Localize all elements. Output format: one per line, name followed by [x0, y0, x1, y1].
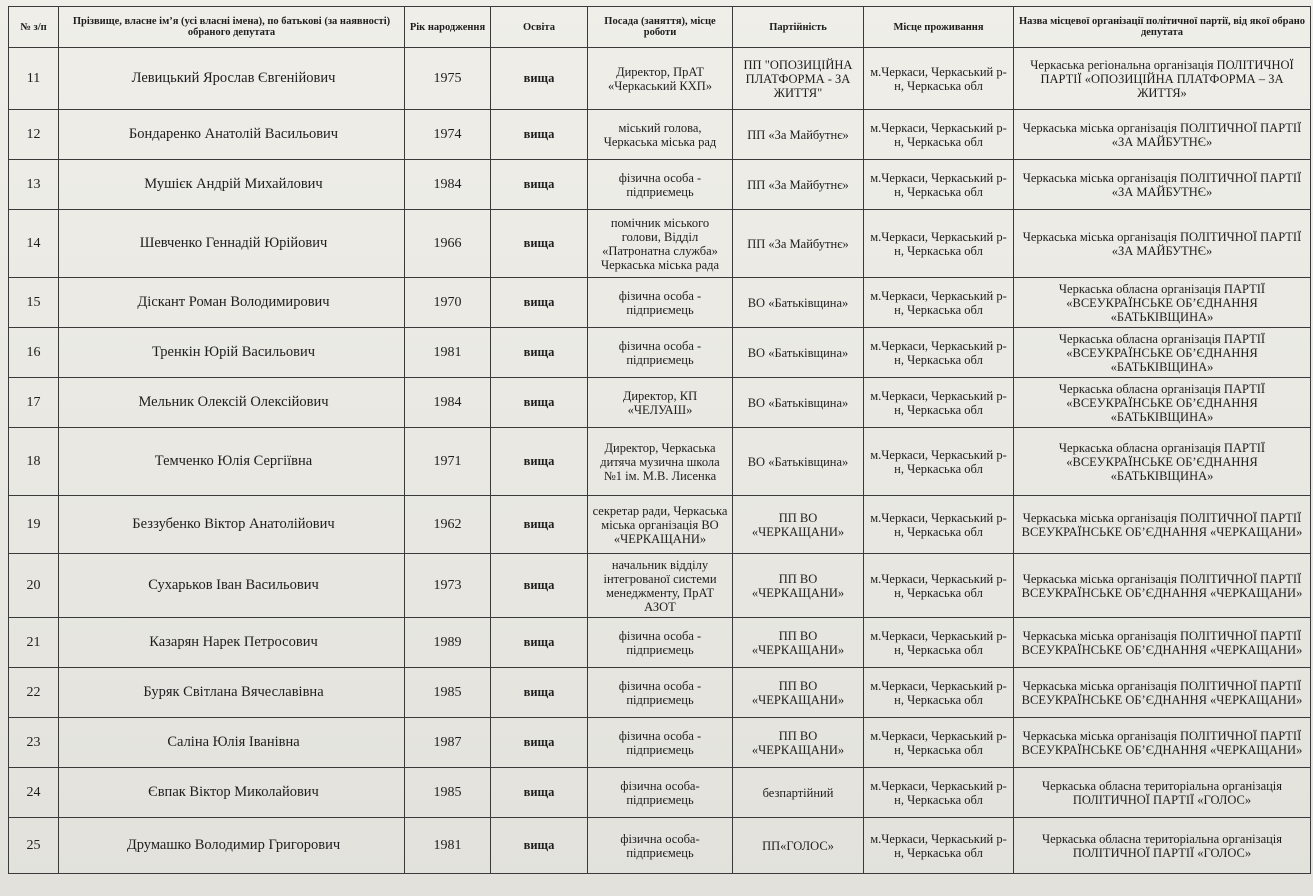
birth-year-cell: 1966 — [405, 210, 491, 278]
party-organization-cell: Черкаська міська організація ПОЛІТИЧНОЇ ПАРТІЇ ВСЕУКРАЇНСЬКЕ ОБ’ЄДНАННЯ «ЧЕРКАЩАНИ» — [1014, 554, 1311, 618]
residence-cell: м.Черкаси, Черкаський р-н, Черкаська обл — [864, 160, 1014, 210]
party-organization-cell: Черкаська обласна організація ПАРТІЇ «ВСЕУКРАЇНСЬКЕ ОБ’ЄДНАННЯ «БАТЬКІВЩИНА» — [1014, 328, 1311, 378]
row-num-cell: 24 — [9, 768, 59, 818]
party-cell: ПП «За Майбутнє» — [733, 110, 864, 160]
party-cell: ВО «Батьківщина» — [733, 278, 864, 328]
party-cell: ПП «За Майбутнє» — [733, 160, 864, 210]
residence-cell: м.Черкаси, Черкаський р-н, Черкаська обл — [864, 768, 1014, 818]
deputy-name-cell: Сухарьков Іван Васильович — [59, 554, 405, 618]
deputy-name-cell: Мушієк Андрій Михайлович — [59, 160, 405, 210]
party-organization-cell: Черкаська міська організація ПОЛІТИЧНОЇ ПАРТІЇ ВСЕУКРАЇНСЬКЕ ОБ’ЄДНАННЯ «ЧЕРКАЩАНИ» — [1014, 496, 1311, 554]
birth-year-cell: 1984 — [405, 378, 491, 428]
header-year: Рік народження — [405, 7, 491, 48]
education-cell: вища — [491, 378, 588, 428]
header-num: № з/п — [9, 7, 59, 48]
party-organization-cell: Черкаська міська організація ПОЛІТИЧНОЇ ПАРТІЇ ВСЕУКРАЇНСЬКЕ ОБ’ЄДНАННЯ «ЧЕРКАЩАНИ» — [1014, 668, 1311, 718]
table-row — [9, 110, 1311, 160]
row-num-cell: 16 — [9, 328, 59, 378]
party-organization-cell: Черкаська обласна територіальна організація ПОЛІТИЧНОЇ ПАРТІЇ «ГОЛОС» — [1014, 768, 1311, 818]
position-cell: фізична особа - підприємець — [588, 618, 733, 668]
birth-year-cell: 1985 — [405, 668, 491, 718]
row-num-cell: 14 — [9, 210, 59, 278]
header-organization: Назва місцевої організації політичної партії, від якої обрано депутата — [1014, 7, 1311, 48]
table-row — [9, 328, 1311, 378]
table-row — [9, 48, 1311, 110]
party-cell: ПП «За Майбутнє» — [733, 210, 864, 278]
birth-year-cell: 1973 — [405, 554, 491, 618]
birth-year-cell: 1987 — [405, 718, 491, 768]
party-cell: ВО «Батьківщина» — [733, 328, 864, 378]
position-cell: Директор, КП «ЧЕЛУАШ» — [588, 378, 733, 428]
education-cell: вища — [491, 618, 588, 668]
party-cell: ВО «Батьківщина» — [733, 378, 864, 428]
residence-cell: м.Черкаси, Черкаський р-н, Черкаська обл — [864, 618, 1014, 668]
row-num-cell: 20 — [9, 554, 59, 618]
deputy-name-cell: Левицький Ярослав Євгенійович — [59, 48, 405, 110]
education-cell: вища — [491, 48, 588, 110]
table-row — [9, 160, 1311, 210]
deputy-name-cell: Друмашко Володимир Григорович — [59, 818, 405, 874]
education-cell: вища — [491, 718, 588, 768]
party-organization-cell: Черкаська міська організація ПОЛІТИЧНОЇ ПАРТІЇ ВСЕУКРАЇНСЬКЕ ОБ’ЄДНАННЯ «ЧЕРКАЩАНИ» — [1014, 618, 1311, 668]
party-organization-cell: Черкаська обласна організація ПАРТІЇ «ВСЕУКРАЇНСЬКЕ ОБ’ЄДНАННЯ «БАТЬКІВЩИНА» — [1014, 378, 1311, 428]
table-row — [9, 554, 1311, 618]
party-organization-cell: Черкаська міська організація ПОЛІТИЧНОЇ ПАРТІЇ «ЗА МАЙБУТНЄ» — [1014, 160, 1311, 210]
position-cell: фізична особа - підприємець — [588, 278, 733, 328]
party-cell: ПП "ОПОЗИЦІЙНА ПЛАТФОРМА - ЗА ЖИТТЯ" — [733, 48, 864, 110]
table-row — [9, 818, 1311, 874]
residence-cell: м.Черкаси, Черкаський р-н, Черкаська обл — [864, 48, 1014, 110]
birth-year-cell: 1962 — [405, 496, 491, 554]
birth-year-cell: 1984 — [405, 160, 491, 210]
party-cell: ПП«ГОЛОС» — [733, 818, 864, 874]
position-cell: секретар ради, Черкаська міська організація ВО «ЧЕРКАЩАНИ» — [588, 496, 733, 554]
education-cell: вища — [491, 328, 588, 378]
birth-year-cell: 1981 — [405, 818, 491, 874]
residence-cell: м.Черкаси, Черкаський р-н, Черкаська обл — [864, 378, 1014, 428]
position-cell: фізична особа- підприємець — [588, 768, 733, 818]
party-cell: ПП ВО «ЧЕРКАЩАНИ» — [733, 554, 864, 618]
deputy-name-cell: Мельник Олексій Олексійович — [59, 378, 405, 428]
row-num-cell: 18 — [9, 428, 59, 496]
residence-cell: м.Черкаси, Черкаський р-н, Черкаська обл — [864, 554, 1014, 618]
deputy-name-cell: Діскант Роман Володимирович — [59, 278, 405, 328]
education-cell: вища — [491, 210, 588, 278]
position-cell: помічник міського голови, Відділ «Патронатна служба» Черкаська міська рада — [588, 210, 733, 278]
party-organization-cell: Черкаська міська організація ПОЛІТИЧНОЇ ПАРТІЇ «ЗА МАЙБУТНЄ» — [1014, 210, 1311, 278]
party-cell: безпартійний — [733, 768, 864, 818]
table-row — [9, 428, 1311, 496]
education-cell: вища — [491, 496, 588, 554]
education-cell: вища — [491, 278, 588, 328]
table-row — [9, 718, 1311, 768]
party-organization-cell: Черкаська регіональна організація ПОЛІТИЧНОЇ ПАРТІЇ «ОПОЗИЦІЙНА ПЛАТФОРМА – ЗА ЖИТТЯ» — [1014, 48, 1311, 110]
row-num-cell: 11 — [9, 48, 59, 110]
deputy-name-cell: Бондаренко Анатолій Васильович — [59, 110, 405, 160]
position-cell: Директор, ПрАТ «Черкаський КХП» — [588, 48, 733, 110]
row-num-cell: 12 — [9, 110, 59, 160]
position-cell: начальник відділу інтегрованої системи менеджменту, ПрАТ АЗОТ — [588, 554, 733, 618]
deputy-name-cell: Беззубенко Віктор Анатолійович — [59, 496, 405, 554]
table-row — [9, 496, 1311, 554]
education-cell: вища — [491, 110, 588, 160]
deputy-name-cell: Євпак Віктор Миколайович — [59, 768, 405, 818]
residence-cell: м.Черкаси, Черкаський р-н, Черкаська обл — [864, 496, 1014, 554]
party-cell: ВО «Батьківщина» — [733, 428, 864, 496]
deputy-name-cell: Темченко Юлія Сергіївна — [59, 428, 405, 496]
row-num-cell: 21 — [9, 618, 59, 668]
party-organization-cell: Черкаська обласна організація ПАРТІЇ «ВСЕУКРАЇНСЬКЕ ОБ’ЄДНАННЯ «БАТЬКІВЩИНА» — [1014, 428, 1311, 496]
row-num-cell: 23 — [9, 718, 59, 768]
deputies-table — [8, 6, 1311, 874]
header-name: Прізвище, власне ім’я (усі власні імена), по батькові (за наявності) обраного депутата — [59, 7, 405, 48]
residence-cell: м.Черкаси, Черкаський р-н, Черкаська обл — [864, 818, 1014, 874]
table-row — [9, 378, 1311, 428]
birth-year-cell: 1981 — [405, 328, 491, 378]
deputy-name-cell: Саліна Юлія Іванівна — [59, 718, 405, 768]
position-cell: фізична особа- підприємець — [588, 818, 733, 874]
position-cell: фізична особа - підприємець — [588, 328, 733, 378]
party-cell: ПП ВО «ЧЕРКАЩАНИ» — [733, 496, 864, 554]
residence-cell: м.Черкаси, Черкаський р-н, Черкаська обл — [864, 110, 1014, 160]
education-cell: вища — [491, 554, 588, 618]
table-row — [9, 768, 1311, 818]
position-cell: фізична особа - підприємець — [588, 668, 733, 718]
party-organization-cell: Черкаська міська організація ПОЛІТИЧНОЇ ПАРТІЇ «ЗА МАЙБУТНЄ» — [1014, 110, 1311, 160]
birth-year-cell: 1985 — [405, 768, 491, 818]
header-education: Освіта — [491, 7, 588, 48]
deputy-name-cell: Казарян Нарек Петросович — [59, 618, 405, 668]
party-organization-cell: Черкаська міська організація ПОЛІТИЧНОЇ ПАРТІЇ ВСЕУКРАЇНСЬКЕ ОБ’ЄДНАННЯ «ЧЕРКАЩАНИ» — [1014, 718, 1311, 768]
residence-cell: м.Черкаси, Черкаський р-н, Черкаська обл — [864, 428, 1014, 496]
education-cell: вища — [491, 768, 588, 818]
birth-year-cell: 1989 — [405, 618, 491, 668]
table-row — [9, 668, 1311, 718]
row-num-cell: 19 — [9, 496, 59, 554]
education-cell: вища — [491, 428, 588, 496]
residence-cell: м.Черкаси, Черкаський р-н, Черкаська обл — [864, 718, 1014, 768]
deputy-name-cell: Тренкін Юрій Васильович — [59, 328, 405, 378]
education-cell: вища — [491, 160, 588, 210]
row-num-cell: 17 — [9, 378, 59, 428]
residence-cell: м.Черкаси, Черкаський р-н, Черкаська обл — [864, 668, 1014, 718]
row-num-cell: 13 — [9, 160, 59, 210]
table-header-row — [9, 7, 1311, 48]
table-row — [9, 618, 1311, 668]
residence-cell: м.Черкаси, Черкаський р-н, Черкаська обл — [864, 210, 1014, 278]
party-cell: ПП ВО «ЧЕРКАЩАНИ» — [733, 618, 864, 668]
residence-cell: м.Черкаси, Черкаський р-н, Черкаська обл — [864, 278, 1014, 328]
deputy-name-cell: Буряк Світлана Вячеславівна — [59, 668, 405, 718]
header-position: Посада (заняття), місце роботи — [588, 7, 733, 48]
party-cell: ПП ВО «ЧЕРКАЩАНИ» — [733, 718, 864, 768]
education-cell: вища — [491, 818, 588, 874]
party-organization-cell: Черкаська обласна територіальна організація ПОЛІТИЧНОЇ ПАРТІЇ «ГОЛОС» — [1014, 818, 1311, 874]
birth-year-cell: 1974 — [405, 110, 491, 160]
header-residence: Місце проживання — [864, 7, 1014, 48]
header-party: Партійність — [733, 7, 864, 48]
row-num-cell: 15 — [9, 278, 59, 328]
birth-year-cell: 1970 — [405, 278, 491, 328]
position-cell: фізична особа - підприємець — [588, 718, 733, 768]
table-row — [9, 210, 1311, 278]
position-cell: міський голова, Черкаська міська рад — [588, 110, 733, 160]
education-cell: вища — [491, 668, 588, 718]
birth-year-cell: 1971 — [405, 428, 491, 496]
party-cell: ПП ВО «ЧЕРКАЩАНИ» — [733, 668, 864, 718]
table-body — [9, 48, 1311, 874]
deputy-name-cell: Шевченко Геннадій Юрійович — [59, 210, 405, 278]
row-num-cell: 25 — [9, 818, 59, 874]
residence-cell: м.Черкаси, Черкаський р-н, Черкаська обл — [864, 328, 1014, 378]
party-organization-cell: Черкаська обласна організація ПАРТІЇ «ВСЕУКРАЇНСЬКЕ ОБ’ЄДНАННЯ «БАТЬКІВЩИНА» — [1014, 278, 1311, 328]
table-row — [9, 278, 1311, 328]
position-cell: фізична особа - підприємець — [588, 160, 733, 210]
position-cell: Директор, Черкаська дитяча музична школа №1 ім. М.В. Лисенка — [588, 428, 733, 496]
row-num-cell: 22 — [9, 668, 59, 718]
birth-year-cell: 1975 — [405, 48, 491, 110]
